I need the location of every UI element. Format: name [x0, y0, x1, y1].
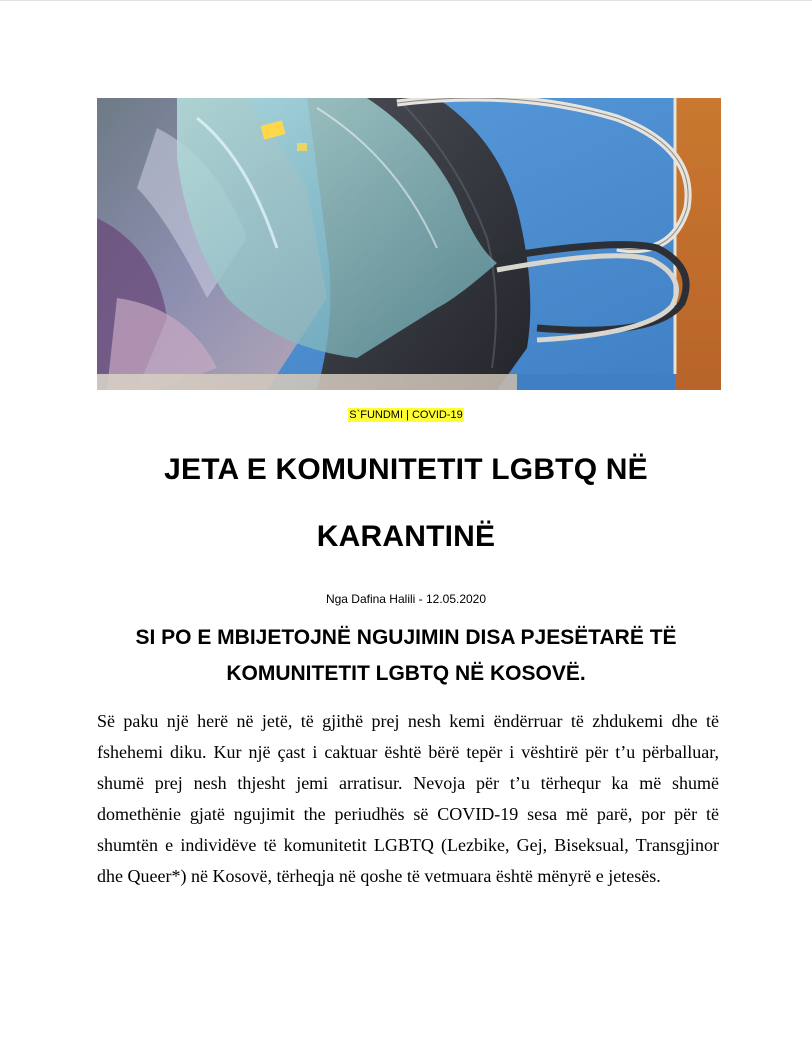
hero-image [97, 98, 721, 390]
page-top-border [0, 0, 812, 1]
orange-edge [675, 98, 721, 390]
article-subtitle: SI PO E MBIJETOJNË NGUJIMIN DISA PJESËTARË TË KOMUNITETIT LGBTQ NË KOSOVË. [135, 626, 677, 685]
category-highlight[interactable]: S`FUNDMI | COVID-19 [349, 409, 463, 421]
article-title: JETA E KOMUNITETIT LGBTQ NË KARANTINË [164, 453, 648, 553]
article-byline: Nga Dafina Halili - 12.05.2020 [325, 592, 487, 606]
article-body: Së paku një herë në jetë, të gjithë prej nesh kemi ëndërruar të zhdukemi dhe të fshehemi diku. Kur një çast i caktuar është bërë tepër i vështirë për t’u përballuar, shumë prej nesh thjesht jemi arratisur. Nevoja për t’u tërhequr ka më shumë domethënie gjatë ngujimit the periudhës së COVID-19 sesa më parë, por për të shumtën e individëve të komunitetit LGBTQ (Lezbike, Gej, Biseksual, Transgjinor dhe Queer*) në Kosovë, tërheqja në qoshe të vetmuara është mënyrë e jetesës. [97, 711, 719, 886]
category-label[interactable] [0, 408, 812, 422]
